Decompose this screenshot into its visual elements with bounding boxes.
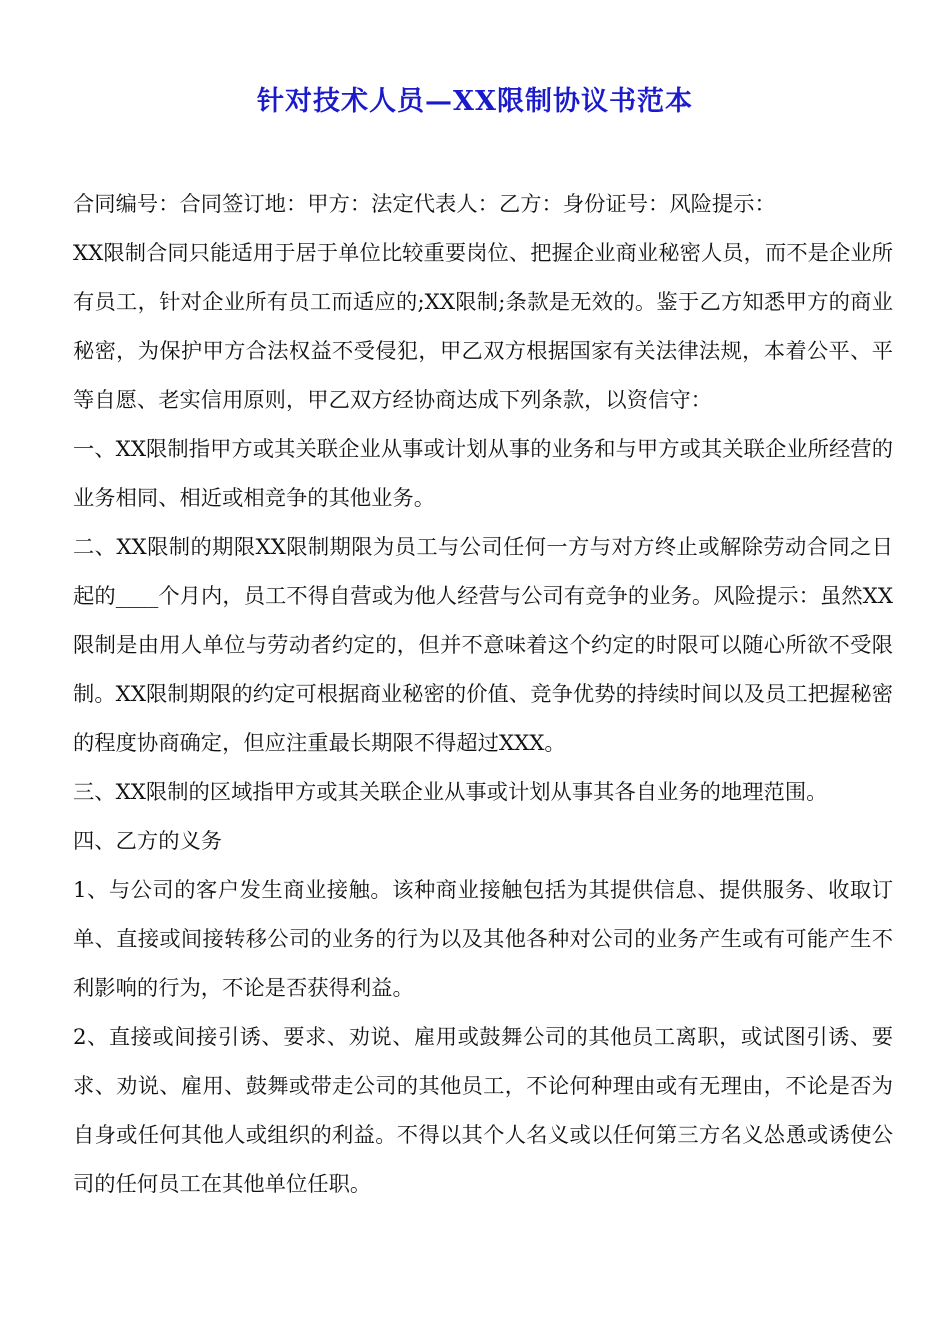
paragraph-clause-1: 一、XX限制指甲方或其关联企业从事或计划从事的业务和与甲方或其关联企业所经营的业务相同、相近或相竞争的其他业务。 [73, 437, 893, 511]
paragraph-obligation-2: 2、直接或间接引诱、要求、劝说、雇用或鼓舞公司的其他员工离职，或试图引诱、要求、劝说、雇用、鼓舞或带走公司的其他员工，不论何种理由或有无理由，不论是否为自身或任何其他人或组织的利益。不得以其个人名义或以任何第三方名义怂恿或诱使公司的任何员工在其他单位任职。 [73, 1025, 893, 1197]
paragraph-clause-2: 二、XX限制的期限XX限制期限为员工与公司任何一方与对方终止或解除劳动合同之日起的____个月内，员工不得自营或为他人经营与公司有竞争的业务。风险提示：虽然XX限制是由用人单位与劳动者约定的，但并不意味着这个约定的时限可以随心所欲不受限制。XX限制期限的约定可根据商业秘密的价值、竞争优势的持续时间以及员工把握秘密的程度协商确定，但应注重最长期限不得超过XXX。 [73, 535, 893, 756]
paragraph-clause-3: 三、XX限制的区域指甲方或其关联企业从事或计划从事其各自业务的地理范围。 [73, 780, 828, 805]
paragraph-contract-header: 合同编号：合同签订地：甲方：法定代表人：乙方：身份证号：风险提示： [73, 192, 776, 217]
document-title: 针对技术人员—XX限制协议书范本 [257, 86, 693, 117]
document-body [73, 180, 893, 1209]
paragraph-preamble: XX限制合同只能适用于居于单位比较重要岗位、把握企业商业秘密人员，而不是企业所有员工，针对企业所有员工而适应的;XX限制;条款是无效的。鉴于乙方知悉甲方的商业秘密，为保护甲方合法权益不受侵犯，甲乙双方根据国家有关法律法规，本着公平、平等自愿、老实信用原则，甲乙双方经协商达成下列条款，以资信守： [73, 241, 893, 413]
paragraph-clause-4-heading: 四、乙方的义务 [73, 829, 223, 854]
paragraph-obligation-1: 1、与公司的客户发生商业接触。该种商业接触包括为其提供信息、提供服务、收取订单、直接或间接转移公司的业务的行为以及其他各种对公司的业务产生或有可能产生不利影响的行为，不论是否获得利益。 [73, 878, 893, 1001]
